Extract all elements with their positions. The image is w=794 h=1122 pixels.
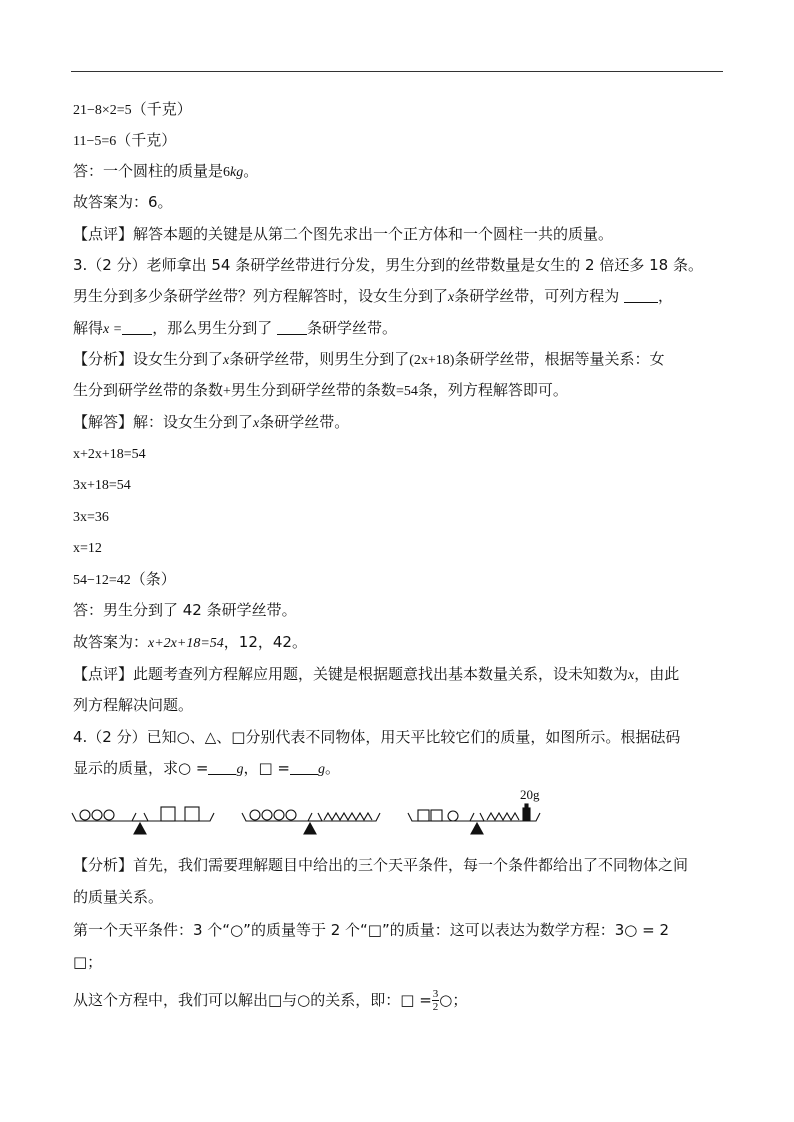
question-3-line-3: 解得x = ，那么男生分到了 条研学丝带。 — [73, 319, 397, 337]
question-4-line-1: 4.（2 分）已知○、△、□分别代表不同物体，用天平比较它们的质量，如图所示。根据砝码 — [73, 728, 681, 746]
answer-blank[interactable] — [290, 760, 318, 775]
analysis-4-line-1: 【分析】首先，我们需要理解题目中给出的三个天平条件，每一个条件都给出了不同物体之间 — [73, 856, 689, 874]
analysis-4-line-4: □； — [73, 953, 103, 971]
answer-blank[interactable] — [277, 320, 307, 335]
analysis-line-1: 【分析】设女生分到了x条研学丝带，则男生分到了(2x+18)条研学丝带，根据等量关系：女 — [73, 350, 665, 368]
review-3-line-1: 【点评】此题考查列方程解应用题，关键是根据题意找出基本数量关系，设未知数为x，由此 — [73, 665, 680, 683]
balance-figures — [70, 786, 560, 844]
answer-blank[interactable] — [624, 288, 658, 303]
analysis-4-line-2: 的质量关系。 — [73, 888, 164, 906]
question-4-line-2: 显示的质量，求○ = g，□ = g。 — [73, 759, 340, 777]
analysis-line-2: 生分到研学丝带的条数+男生分到研学丝带的条数=54条，列方程解答即可。 — [73, 381, 568, 399]
calc-line-2: 11−5=6（千克） — [73, 131, 177, 149]
answer-blank[interactable] — [208, 760, 236, 775]
answer-line: 答：一个圆柱的质量是6kg。 — [73, 162, 259, 180]
balance-1 — [72, 807, 214, 834]
question-3-line-2: 男生分到多少条研学丝带？列方程解答时，设女生分到了x条研学丝带，可列方程为 ， — [73, 287, 674, 305]
key-answer-line: 故答案为：6。 — [73, 193, 173, 211]
equation-1: x+2x+18=54 — [73, 447, 146, 462]
equation-4: x=12 — [73, 541, 102, 556]
weight-label: 20g — [520, 787, 540, 802]
equation-3: 3x=36 — [73, 510, 109, 525]
question-3-line-1: 3.（2 分）老师拿出 54 条研学丝带进行分发，男生分到的丝带数量是女生的 2 倍还多 18 条。 — [73, 256, 703, 274]
solution-line: 【解答】解：设女生分到了x条研学丝带。 — [73, 413, 350, 431]
balance-3 — [408, 804, 540, 834]
analysis-4-line-5: 从这个方程中，我们可以解出□与○的关系，即：□ = $\frac{3}{2}$ ○； — [73, 988, 468, 1013]
answer-blank[interactable] — [122, 320, 152, 335]
review-line: 【点评】解答本题的关键是从第二个图先求出一个正方体和一个圆柱一共的质量。 — [73, 225, 614, 243]
key-answer-3-line: 故答案为：x+2x+18=54，12，42。 — [73, 633, 307, 651]
fraction-three-halves: $\frac{3}{2}$ — [432, 988, 439, 1013]
balance-2 — [242, 810, 380, 834]
calc-line-1: 21−8×2=5（千克） — [73, 100, 192, 118]
review-3-line-2: 列方程解决问题。 — [73, 696, 194, 714]
equation-2: 3x+18=54 — [73, 478, 131, 493]
header-rule — [71, 71, 723, 72]
answer-3-line: 答：男生分到了 42 条研学丝带。 — [73, 601, 297, 619]
equation-5: 54−12=42（条） — [73, 570, 176, 588]
analysis-4-line-3: 第一个天平条件：3 个“○”的质量等于 2 个“□”的质量：这可以表达为数学方程：3○ = 2 — [73, 921, 670, 939]
